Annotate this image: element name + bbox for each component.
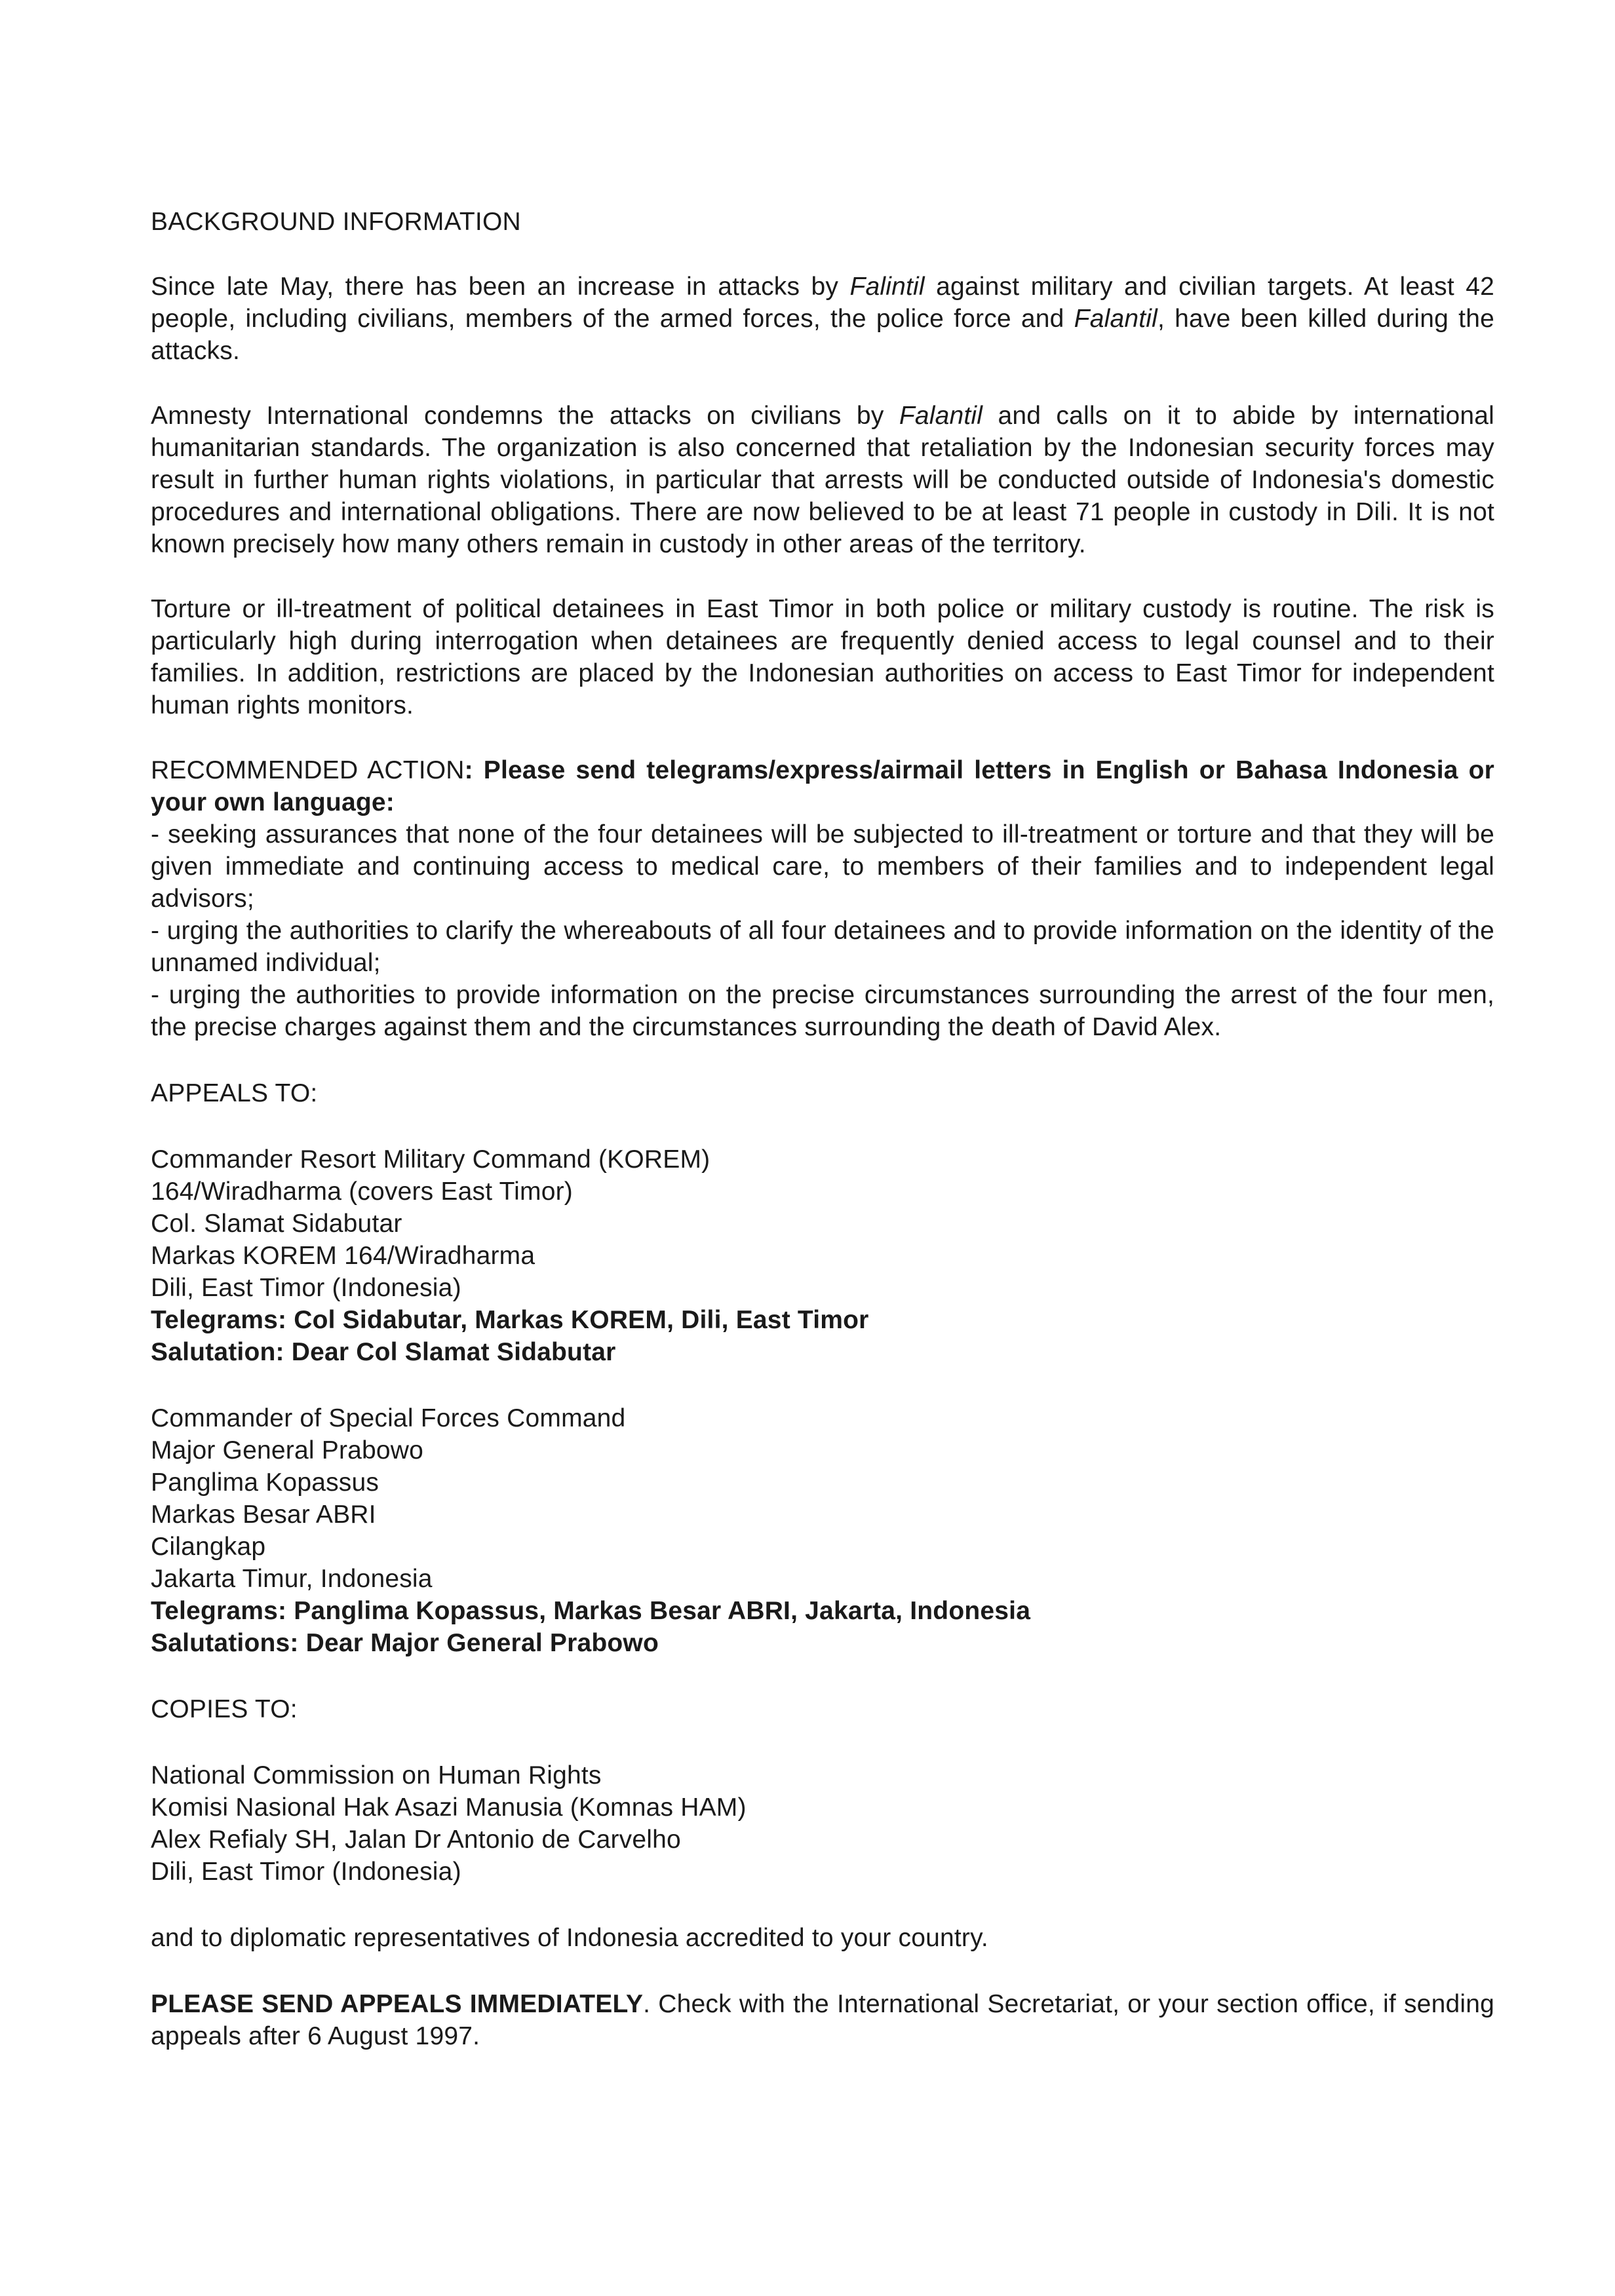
address-line: Commander of Special Forces Command bbox=[151, 1404, 626, 1432]
address-line: Commander Resort Military Command (KOREM) bbox=[151, 1145, 710, 1174]
text-run: and calls on it to abide by international humanitarian standards. The organization is also concerned that retaliation by the Indonesian security forces may result in further human rights violations, in particular that arrests will be conducted outside of Indonesia's domestic procedures and international obligations. There are now believed to be at least 71 people in custody in Dili. It is not known precisely how many others remain in custody in other areas of the territory. bbox=[151, 402, 1494, 558]
address-line: 164/Wiradharma (covers East Timor) bbox=[151, 1177, 573, 1206]
addressee-block-2 bbox=[151, 1402, 1494, 1659]
closing-text: . Check with the International Secretariat, or your section office, if sending appeals after 6 August 1997. bbox=[151, 1990, 1494, 2050]
action-bullet: - seeking assurances that none of the four detainees will be subjected to ill-treatment or torture and that they will be given immediate and continuing access to medical care, to members of their families and to independent legal advisors; bbox=[151, 820, 1494, 913]
action-bullet: - urging the authorities to clarify the whereabouts of all four detainees and to provide information on the identity of the unnamed individual; bbox=[151, 917, 1494, 977]
document-page bbox=[151, 206, 1494, 2052]
address-line: Dili, East Timor (Indonesia) bbox=[151, 1858, 461, 1886]
addressee-block-1 bbox=[151, 1143, 1494, 1368]
address-line: Major General Prabowo bbox=[151, 1436, 424, 1464]
text-run: Since late May, there has been an increase in attacks by bbox=[151, 273, 850, 301]
text-run: against military and civilian targets. At least 42 people, including civilians, members of the armed forces, the police force and bbox=[151, 273, 1494, 333]
action-bullet: - urging the authorities to provide information on the precise circumstances surrounding the arrest of the four men, the precise charges against them and the circumstances surrounding the death of David Alex. bbox=[151, 981, 1494, 1041]
closing-emphasis: PLEASE SEND APPEALS IMMEDIATELY bbox=[151, 1990, 644, 2018]
address-line: Jakarta Timur, Indonesia bbox=[151, 1565, 433, 1593]
address-line: Cilangkap bbox=[151, 1533, 266, 1561]
background-paragraph-1 bbox=[151, 271, 1494, 367]
salutation-line: Salutations: Dear Major General Prabowo bbox=[151, 1629, 659, 1657]
italic-name: Falantil bbox=[1074, 305, 1158, 333]
recommended-action-intro: : Please send telegrams/express/airmail letters in English or Bahasa Indonesia or your own language: bbox=[151, 756, 1494, 816]
recommended-action bbox=[151, 754, 1494, 1043]
address-line: Markas KOREM 164/Wiradharma bbox=[151, 1242, 535, 1270]
address-line: Dili, East Timor (Indonesia) bbox=[151, 1274, 461, 1302]
copies-heading: COPIES TO: bbox=[151, 1695, 298, 1723]
address-line: Markas Besar ABRI bbox=[151, 1501, 376, 1529]
italic-name: Falantil bbox=[899, 402, 983, 430]
address-line: Alex Refialy SH, Jalan Dr Antonio de Carvelho bbox=[151, 1826, 681, 1854]
address-line: Col. Slamat Sidabutar bbox=[151, 1210, 402, 1238]
background-paragraph-2 bbox=[151, 400, 1494, 560]
text-run: Amnesty International condemns the attacks on civilians by bbox=[151, 402, 899, 430]
background-heading: BACKGROUND INFORMATION bbox=[151, 208, 521, 236]
appeals-heading: APPEALS TO: bbox=[151, 1079, 318, 1107]
closing-paragraph bbox=[151, 1988, 1494, 2052]
text-run: , have been killed during the attacks. bbox=[151, 305, 1494, 365]
diplomatic-note: and to diplomatic representatives of Indonesia accredited to your country. bbox=[151, 1924, 988, 1952]
recommended-action-label: RECOMMENDED ACTION bbox=[151, 756, 465, 784]
background-paragraph-3: Torture or ill-treatment of political detainees in East Timor in both police or military custody is routine. The risk is particularly high during interrogation when detainees are frequently denied access to legal counsel and to their families. In addition, restrictions are placed by the Indonesian authorities on access to East Timor for independent human rights monitors. bbox=[151, 595, 1494, 719]
address-line: National Commission on Human Rights bbox=[151, 1761, 602, 1789]
address-line: Panglima Kopassus bbox=[151, 1468, 379, 1497]
telegrams-line: Telegrams: Panglima Kopassus, Markas Besar ABRI, Jakarta, Indonesia bbox=[151, 1597, 1031, 1625]
copies-address-block bbox=[151, 1759, 1494, 1888]
telegrams-line: Telegrams: Col Sidabutar, Markas KOREM, Dili, East Timor bbox=[151, 1306, 869, 1334]
address-line: Komisi Nasional Hak Asazi Manusia (Komnas HAM) bbox=[151, 1793, 747, 1822]
italic-name: Falintil bbox=[849, 273, 925, 301]
salutation-line: Salutation: Dear Col Slamat Sidabutar bbox=[151, 1338, 616, 1366]
